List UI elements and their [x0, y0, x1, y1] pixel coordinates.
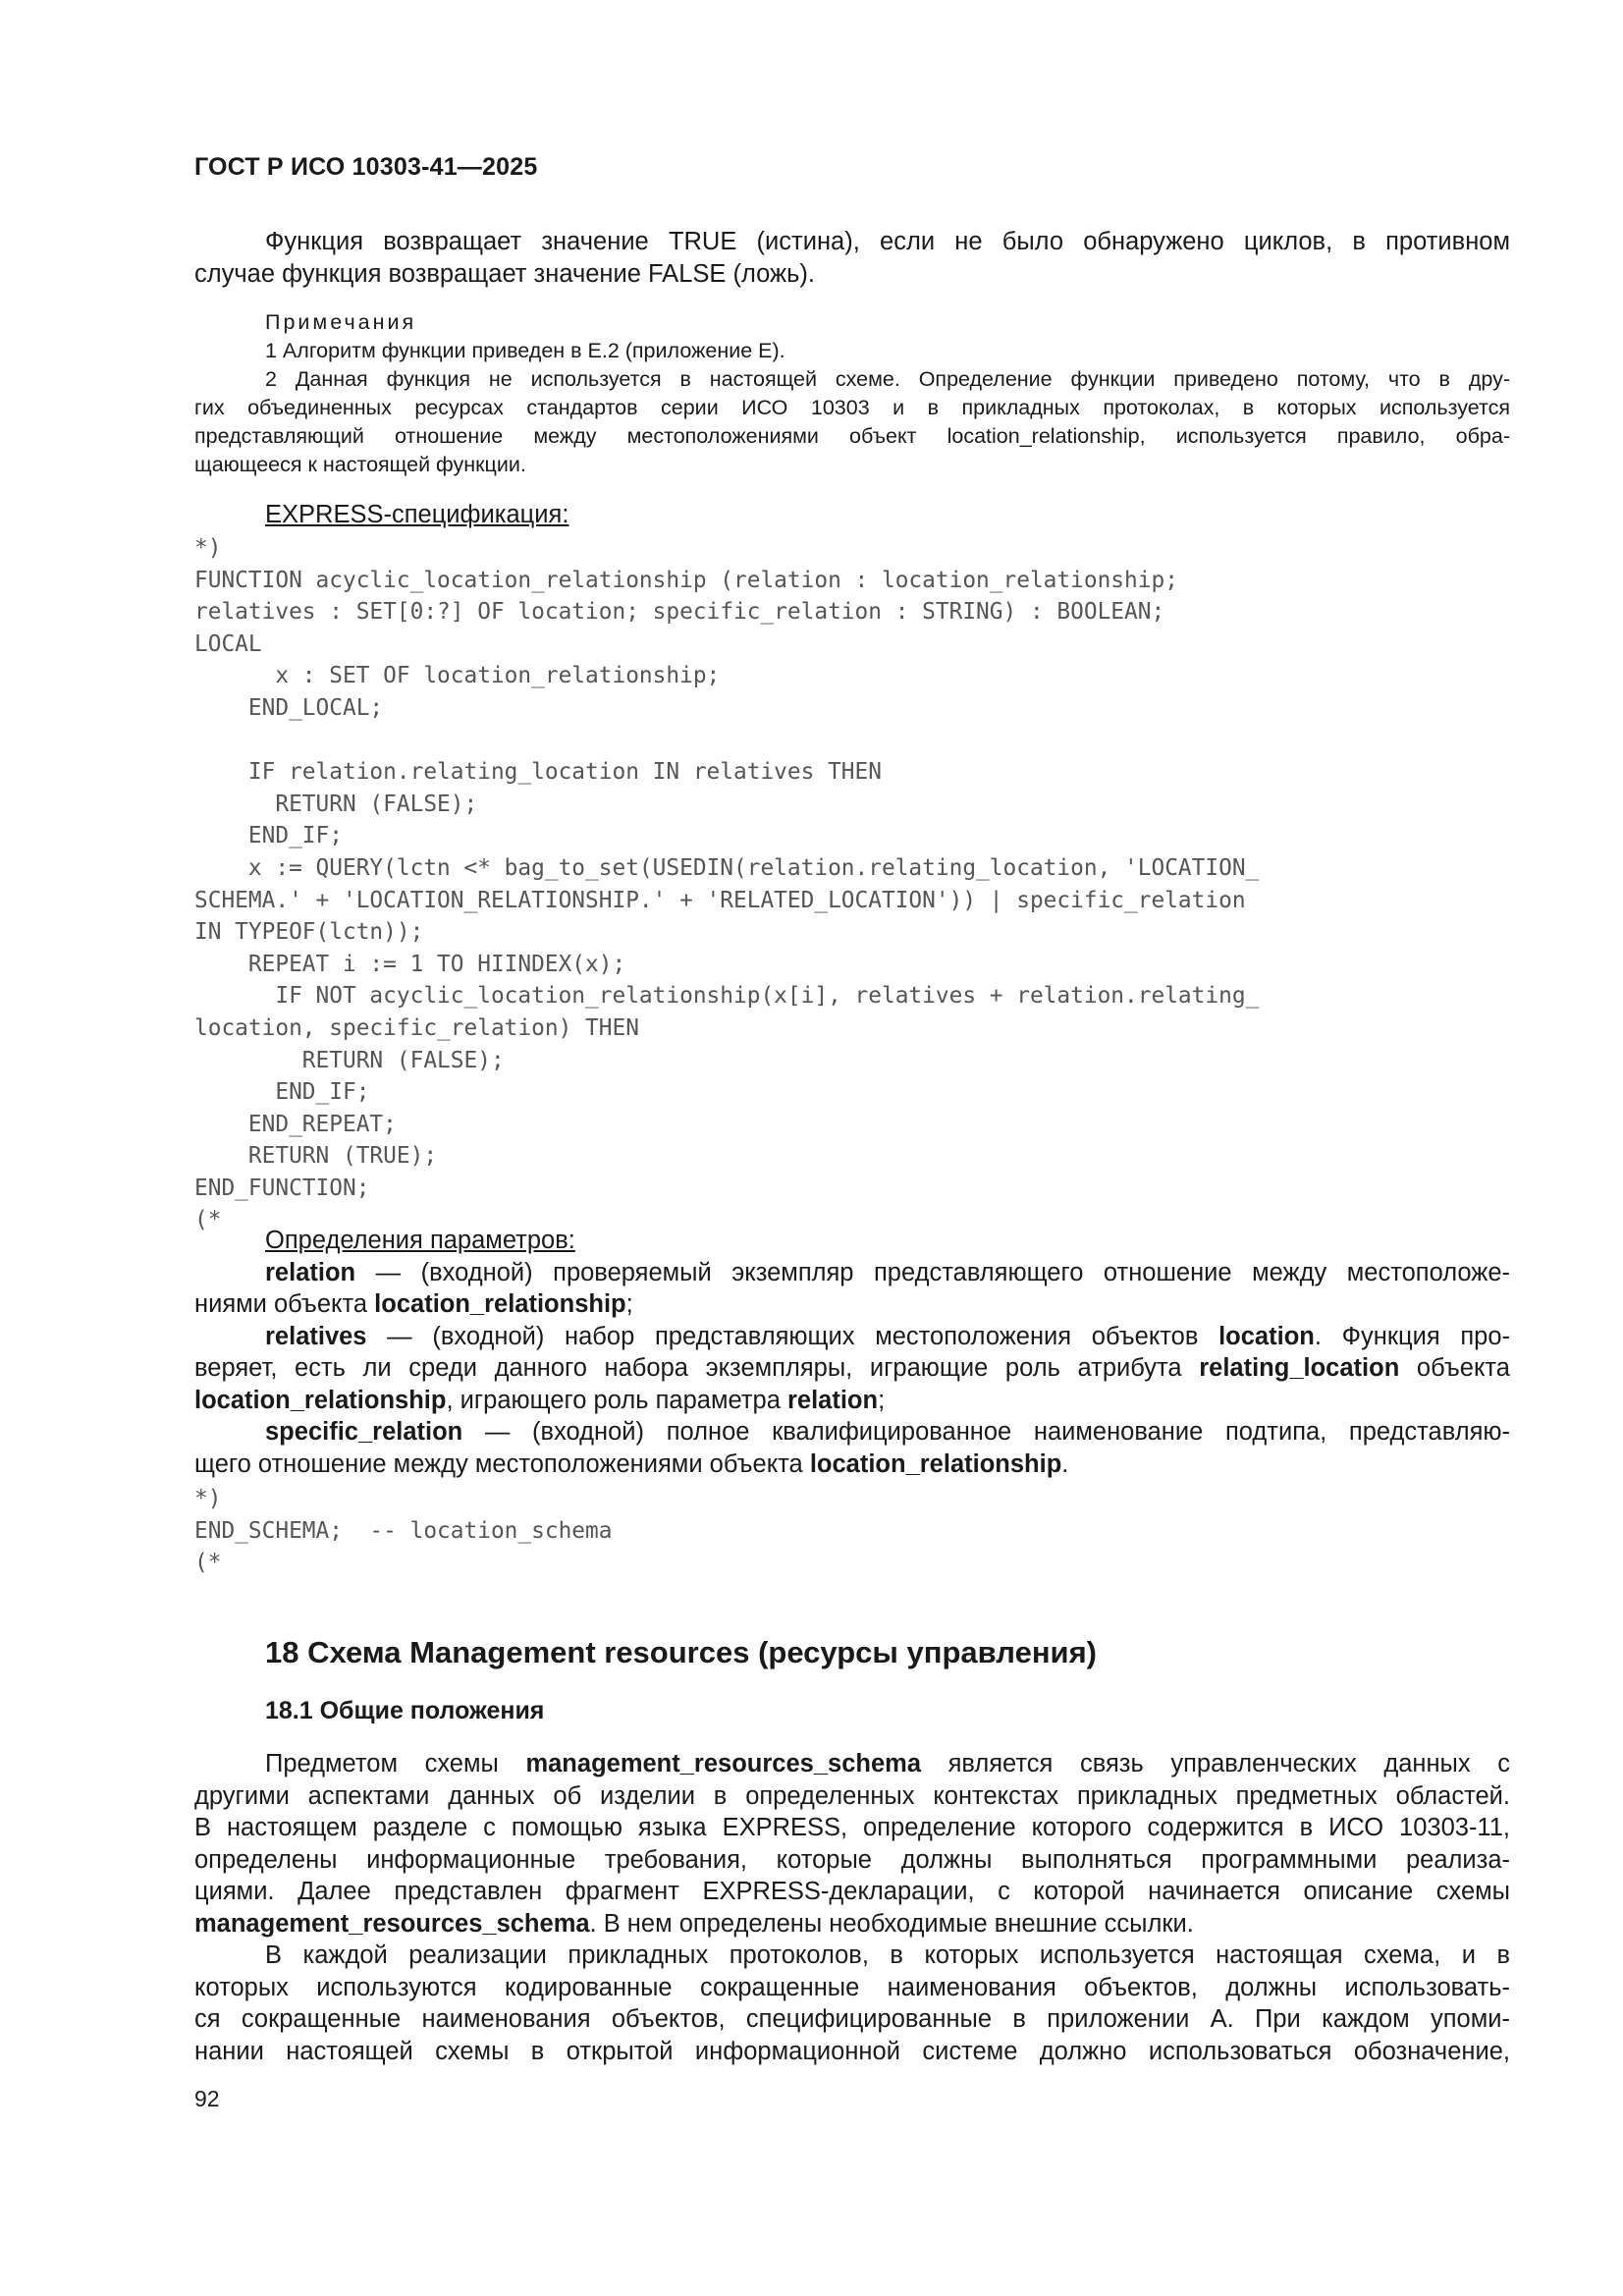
param-relation-line: ниями объекта location_relationship;	[194, 1290, 633, 1318]
intro-line: Функция возвращает значение TRUE (истина), если не было обнаружено циклов, в противном	[265, 228, 1510, 255]
param-relatives-line: веряет, есть ли среди данного набора экземпляры, играющие роль атрибута relating_location объекта	[194, 1354, 1510, 1382]
express-heading: EXPRESS-спецификация:	[265, 501, 569, 528]
body-line: которых используются кодированные сокращенные наименования объектов, должны использовать-	[194, 1973, 1510, 2001]
body-line: циями. Далее представлен фрагмент EXPRESS-декларации, с которой начинается описание схемы	[194, 1878, 1510, 1905]
notes-block	[194, 308, 1510, 479]
param-relatives-line: relatives — (входной) набор представляющих местоположения объектов location. Функция про-	[265, 1322, 1511, 1350]
subsection-title: 18.1 Общие положения	[265, 1697, 545, 1724]
notes-heading: Примечания	[265, 310, 417, 334]
express-code: *) FUNCTION acyclic_location_relationship (relation : location_relationship; relatives : SET[0:?] OF location; specific_relation : STRING) : BOOLEAN; LOCAL x : SET OF location_relationship; END_LOCAL; IF relation.relating_location IN relatives THEN RETURN (FALSE); END_IF; x := QUERY(lctn <* bag_to_set(USEDIN(relation.relating_location, 'LOCATION_ SCHEMA.' + 'LOCATION_RELATIONSHIP.' + 'RELATED_LOCATION')) | specific_relation IN TYPEOF(lctn)); REPEAT i := 1 TO HIINDEX(x); IF NOT acyclic_location_relationship(x[i], relatives + relation.relating_ location, specific_relation) THEN RETURN (FALSE); END_IF; END_REPEAT; RETURN (TRUE); END_FUNCTION; (*	[194, 535, 1260, 1233]
body-line: management_resources_schema. В нем определены необходимые внешние ссылки.	[194, 1909, 1194, 1938]
section-18-1-title-block	[194, 1697, 1510, 1725]
body-line: Предметом схемы management_resources_schema является связь управленческих данных с	[265, 1750, 1510, 1777]
body-line: В настоящем разделе с помощью языка EXPRESS, определение которого содержится в ИСО 10303-11,	[194, 1814, 1510, 1841]
param-term: specific_relation	[265, 1418, 463, 1446]
parameters-heading: Определения параметров:	[265, 1227, 575, 1254]
page-number: 92	[194, 2086, 220, 2111]
express-heading-block	[194, 499, 1510, 531]
param-specific-line: щего отношение между местоположениями объекта location_relationship.	[194, 1449, 1069, 1478]
intro-line: случае функция возвращает значение FALSE (ложь).	[194, 259, 815, 288]
note-2-line: представляющий отношение между местоположениями объект location_relationship, используется правило, обра-	[194, 424, 1510, 448]
body-line: В каждой реализации прикладных протоколов, в которых используется настоящая схема, и в	[265, 1941, 1510, 1969]
param-term: relation	[265, 1258, 356, 1286]
param-specific-line: specific_relation — (входной) полное квалифицированное наименование подтипа, представляю-	[265, 1418, 1510, 1446]
note-2-line: гих объединенных ресурсах стандартов серии ИСО 10303 и в прикладных протоколах, в которых используется	[194, 396, 1510, 419]
note-2-line: щающееся к настоящей функции.	[194, 453, 526, 476]
section-title: 18 Схема Management resources (ресурсы управления)	[265, 1635, 1098, 1669]
body-line: определены информационные требования, которые должны выполняться программными реализа-	[194, 1845, 1510, 1874]
document-header: ГОСТ Р ИСО 10303-41—2025	[194, 153, 538, 181]
note-1: 1 Алгоритм функции приведен в Е.2 (приложение Е).	[265, 339, 785, 362]
body-line: нании настоящей схемы в открытой информационной системе должно использоваться обозначение,	[194, 2037, 1510, 2065]
parameters-block	[194, 1225, 1510, 1480]
section-18-body	[194, 1748, 1510, 2067]
end-schema-code: *) END_SCHEMA; -- location_schema (*	[194, 1486, 613, 1576]
section-18-title-block	[194, 1635, 1510, 1670]
param-term: relatives	[265, 1322, 367, 1350]
body-line: ся сокращенные наименования объектов, специфицированные в приложении А. При каждом упоми-	[194, 2005, 1510, 2033]
param-relation-line: relation — (входной) проверяемый экземпляр представляющего отношение между местоположе-	[265, 1258, 1510, 1286]
intro-paragraph	[194, 226, 1510, 290]
end-schema-code-block	[194, 1483, 1510, 1579]
note-2-line: 2 Данная функция не используется в настоящей схеме. Определение функции приведено потому, что в дру-	[265, 367, 1510, 391]
express-code-block	[194, 532, 1510, 1236]
param-relatives-line: location_relationship, играющего роль параметра relation;	[194, 1386, 886, 1414]
body-line: другими аспектами данных об изделии в определенных контекстах прикладных предметных областей.	[194, 1781, 1510, 1810]
